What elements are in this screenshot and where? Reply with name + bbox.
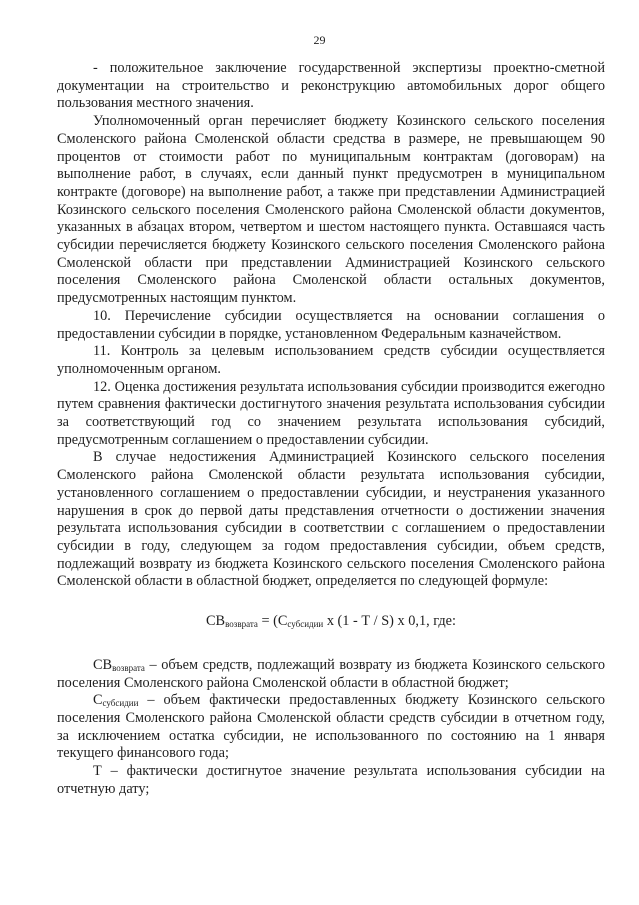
formula-equals-open: = (С (257, 613, 288, 630)
paragraph-transfer-conditions: Уполномоченный орган перечисляет бюджету Козинского сельского поселения Смоленского района Смоленской области средства в размере, не превышающем 90 процентов от стоимости работ по муниципальным контрактам (договорам) на выполнение работ, в случаях, если данный пункт предусмотрен в муниципальном контракте (договоре) на выполнение работ, а также при представлении Администрацией Козинского сельского поселения Смоленского района Смоленской области документов, указанных в абзацах втором, четвертом и шестом настоящего пункта. Оставшаяся часть субсидии перечисляется бюджету Козинского сельского поселения Смоленского района Смоленской области при представлении Администрацией Козинского сельского поселения Смоленского района Смоленской области остальных документов, предусмотренных настоящим пунктом. (57, 113, 605, 307)
definition-c (57, 692, 605, 763)
paragraph-10: 10. Перечисление субсидии осуществляется на основании соглашения о предоставлении субсидии в порядке, установленном Федеральным казначейством. (57, 307, 605, 342)
definition-c-text: – объем фактически предоставленных бюджету Козинского сельского поселения Смоленского района Смоленской области средств субсидии в отчетном году, за исключением остатка субсидии, не использованного по состоянию на 1 января текущего финансового года; (57, 692, 605, 762)
definition-cv-symbol: СВ (93, 656, 113, 673)
paragraph-expertise: - положительное заключение государственной экспертизы проектно-сметной документации на строительство и реконструкцию автомобильных дорог общего пользования местного значения. (57, 60, 605, 112)
formula-c-subscript: субсидии (287, 619, 324, 630)
formula-rest: x (1 - Т / S) x 0,1, где: (323, 613, 456, 630)
paragraph-11: 11. Контроль за целевым использованием средств субсидии осуществляется уполномоченным органом. (57, 343, 605, 377)
definition-t: Т – фактически достигнутое значение результата использования субсидии на отчетную дату; (57, 763, 605, 797)
definition-c-symbol: С (93, 692, 103, 709)
document-body (57, 60, 605, 798)
definition-cv-text: – объем средств, подлежащий возврату из бюджета Козинского сельского поселения Смоленского района Смоленской области в областной бюджет; (57, 656, 605, 691)
paragraph-non-achievement: В случае недостижения Администрацией Козинского сельского поселения Смоленского района Смоленской области результата использования субсидии, установленного соглашением о предоставлении субсидии, и неустранения указанного нарушения в срок до первой даты представления отчетности о достижении значения результата использования субсидии в соответствии с соглашением о предоставлении субсидии в году, следующем за годом предоставления субсидии, объем средств, подлежащий возврату из бюджета Козинского сельского поселения Смоленского района Смоленской области в областной бюджет, определяется по следующей формуле: (57, 449, 605, 590)
definition-c-subscript: субсидии (102, 698, 139, 709)
return-formula (57, 613, 605, 631)
definition-cv-subscript: возврата (112, 662, 145, 673)
page-number: 29 (313, 33, 326, 47)
definition-cv (57, 657, 605, 692)
formula-lhs: СВ (206, 613, 226, 630)
formula-lhs-subscript: возврата (225, 619, 258, 630)
paragraph-12: 12. Оценка достижения результата использования субсидии производится ежегодно путем сравнения фактически достигнутого значения результата использования субсидии за соответствующий год со значением результата использования субсидий, предусмотренным соглашением о предоставлении субсидии. (57, 378, 605, 448)
